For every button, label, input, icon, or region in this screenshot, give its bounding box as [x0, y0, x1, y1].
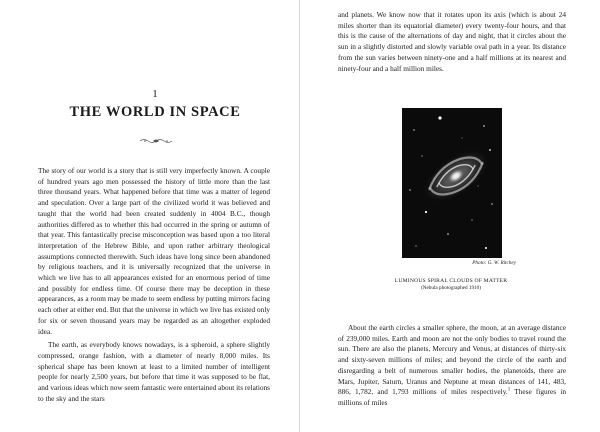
- paragraph: The story of our world is a story that is still very imperfectly known. A couple of hundred years ago men possessed the history of little more than the last three thousand years. What happened before that time was a matter of legend and speculation. Over a large part of the civilized world it was believed and taught that the world had been created suddenly in 4004 B.C., though authorities differed as to whether this had occurred in the spring or autumn of that year. This fantastically precise misconception was based upon a too literal interpretation of the Hebrew Bible, and upon rather arbitrary theological assumptions connected therewith. Such ideas have long since been abandoned by religious teachers, and it is universally recognized that the universe in which we live has to all appearances existed for an enormous period of time and possibly for endless time. Of course there may be deception in these appearances, as a room may be made to seem endless by putting mirrors facing each other at either end. But that the universe in which we live has existed only for six or seven thousand years may be regarded as an altogether exploded idea.: [38, 166, 270, 336]
- caption-title: LUMINOUS SPIRAL CLOUDS OF MATTER: [394, 278, 508, 284]
- paragraph-main: About the earth circles a smaller sphere, the moon, at an average distance of 239,000 miles. Earth and moon are not the only bodies to travel round the sun. There are also the planets, Mercury and Venus, at distances of thirty-six and sixty-seven millions of miles; and beyond the circle of the earth and disregarding a belt of numerous smaller bodies, the planetoids, there are Mars, Jupiter, Saturn, Uranus and Neptune at mean distances of 141, 483, 886, 1,782, and 1,793 millions of miles respectively.: [338, 323, 566, 397]
- footnote-marker[interactable]: 1: [507, 387, 511, 393]
- chapter-title: THE WORLD IN SPACE: [69, 104, 241, 120]
- paragraph: The earth, as everybody knows nowadays, is a spheroid, a sphere slightly compressed, orange fashion, with a diameter of nearly 8,000 miles. Its spherical shape has been known at least to a limited number of intelligent people for nearly 2,500 years, but before that time it was supposed to be flat, and various ideas which now seem fantastic were entertained about its relations to the sky and the stars: [38, 340, 271, 403]
- spiral-nebula-image: [402, 108, 502, 258]
- image-caption: [360, 278, 542, 292]
- right-page: [300, 0, 600, 432]
- nebula-photo: [402, 108, 502, 258]
- left-text-block: [38, 166, 270, 404]
- photo-credit: Photo: G. W. Ritchey: [472, 260, 516, 266]
- caption-subtitle: (Nebula photographed 1910): [421, 285, 481, 292]
- ornament-divider-icon: [139, 137, 173, 145]
- chapter-number: 1: [152, 88, 158, 100]
- right-bottom-text: [338, 323, 566, 409]
- paragraph: and planets. We know now that it rotates upon its axis (which is about 24 miles shorter than its equatorial diameter) every twenty-four hours, and that this is the cause of the alternations of day and night, that it circles about the sun in a slightly distorted and slowly variable oval path in a year. Its distance from the sun varies between ninety-one and a half millions at its nearest and ninety-four and a half million miles.: [338, 10, 566, 73]
- paragraph-tail: These figures in millions of miles: [338, 387, 566, 407]
- right-top-text: [338, 10, 566, 74]
- paragraph: [338, 323, 566, 409]
